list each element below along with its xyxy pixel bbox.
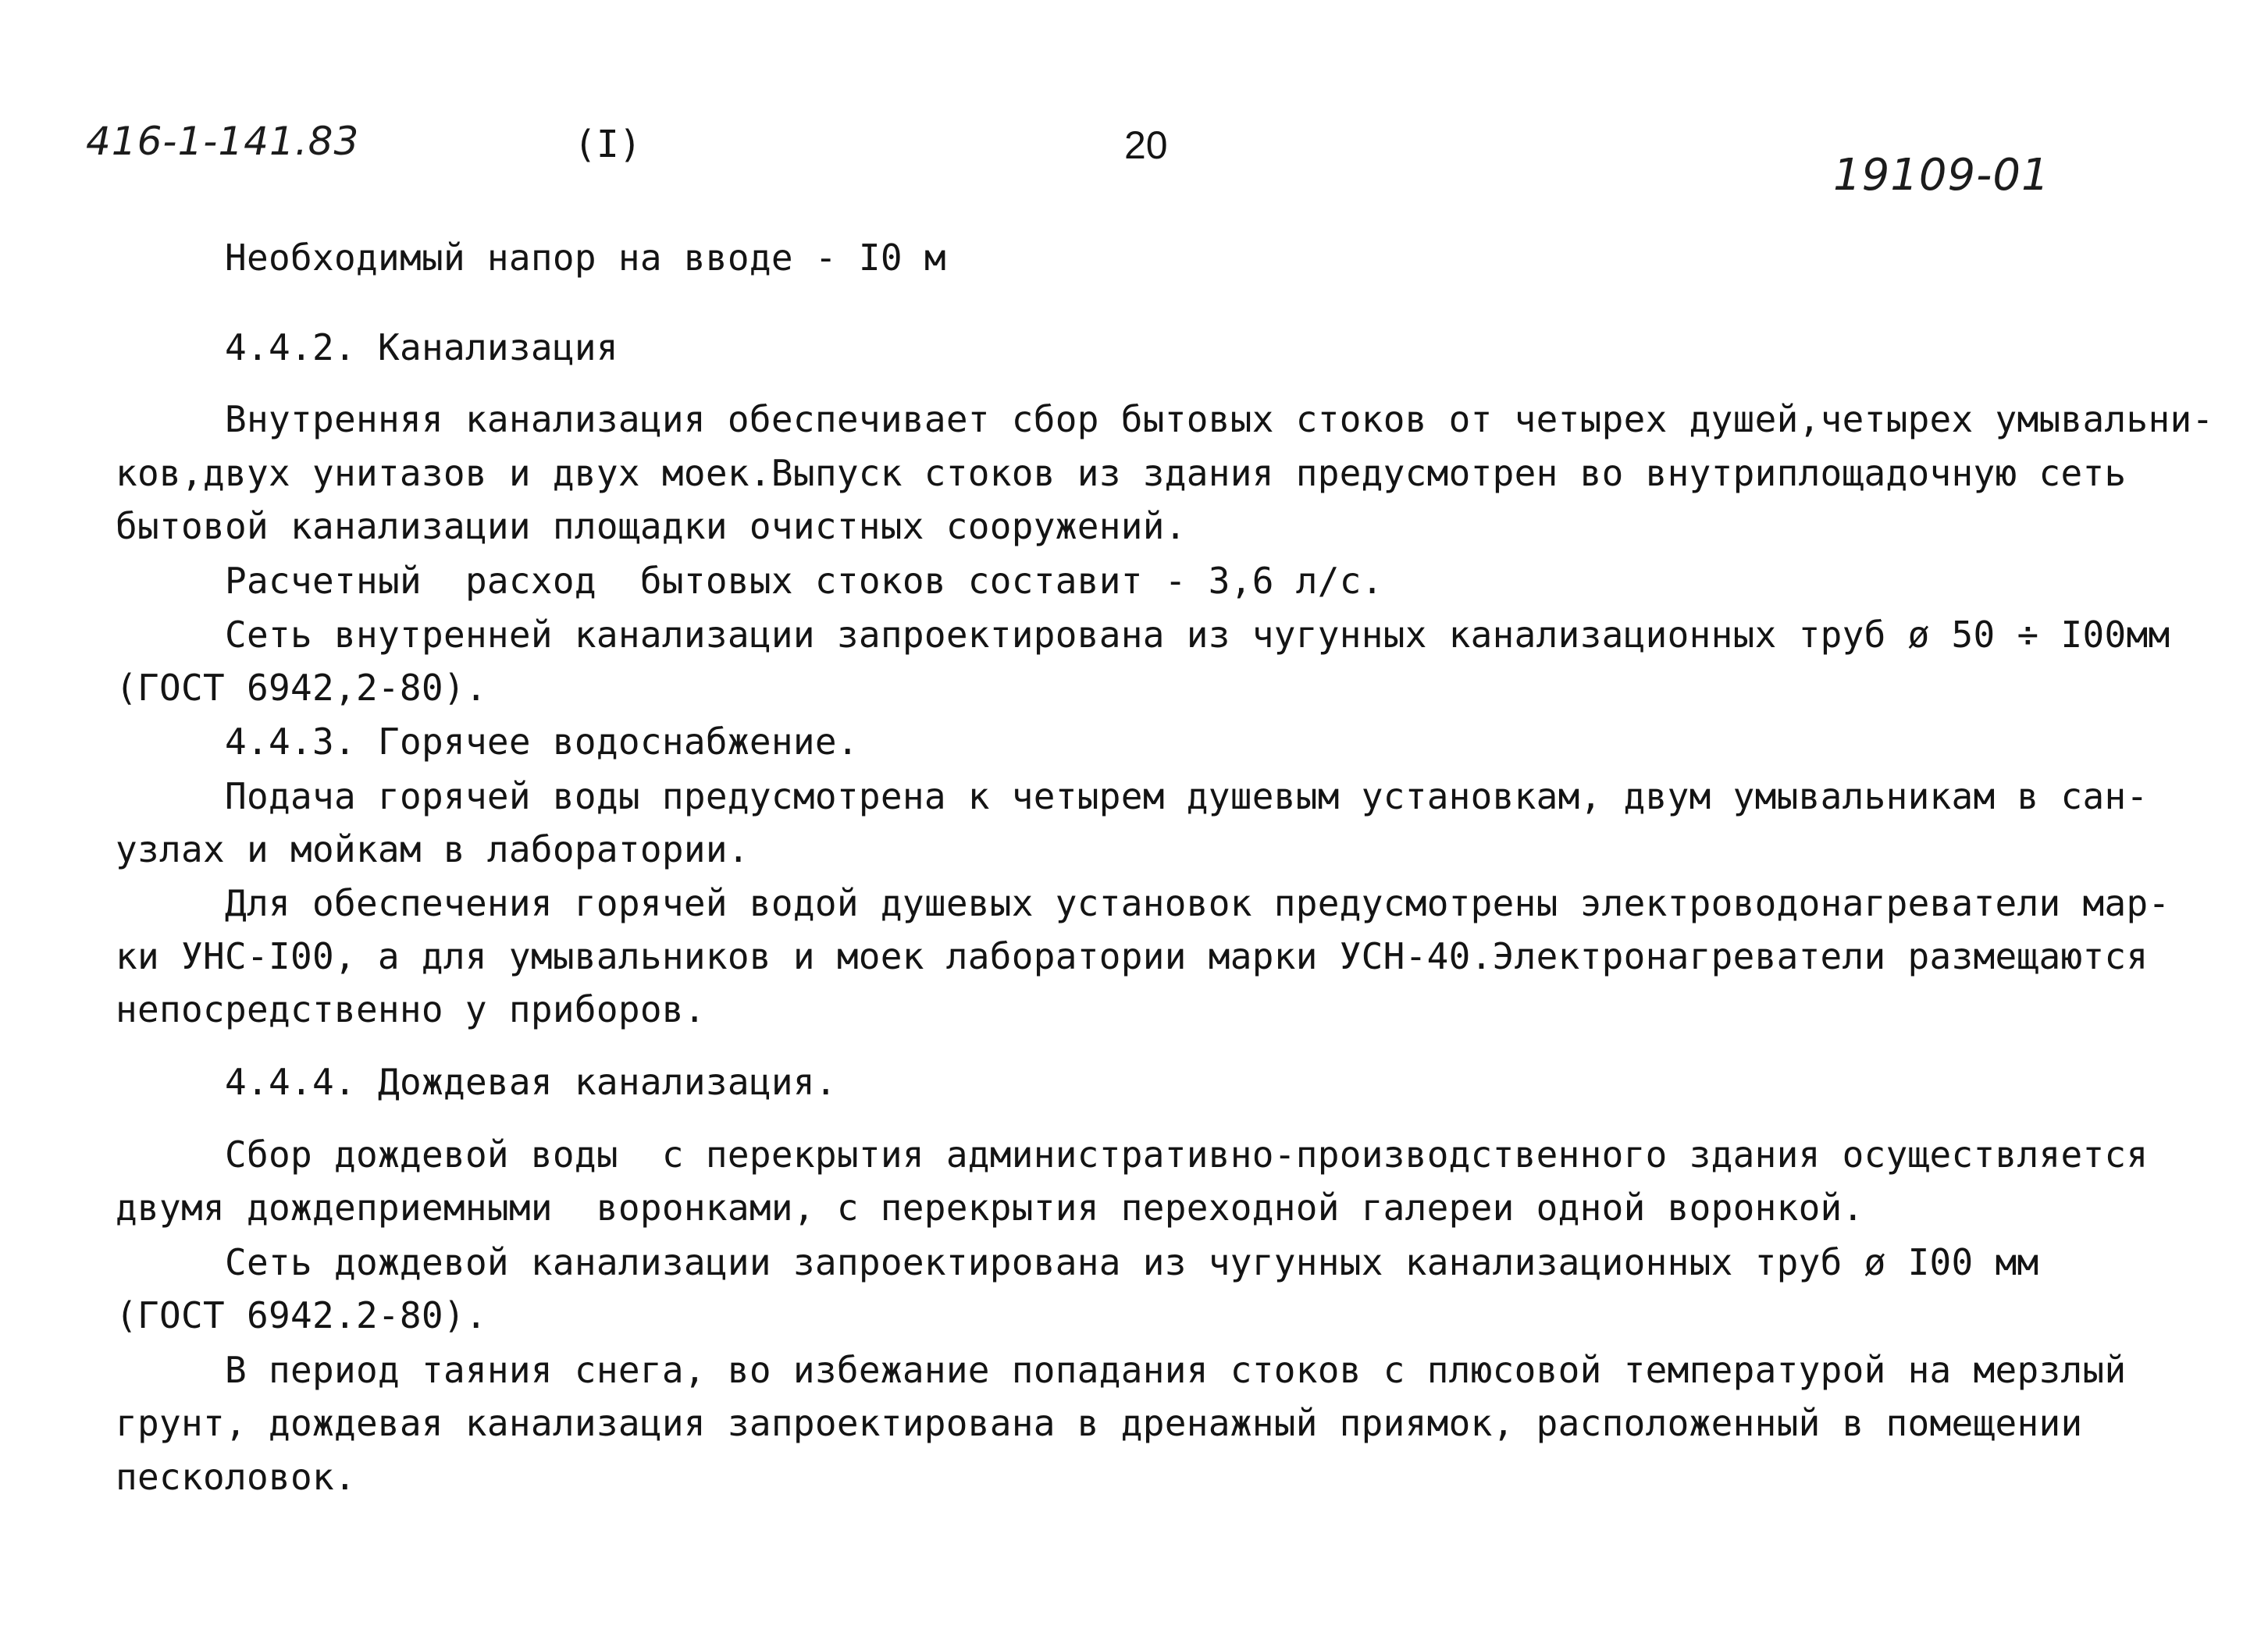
handwritten-inventory-number: 19109-01 — [1833, 150, 2050, 201]
pressure-requirement-line: Необходимый напор на вводе - I0 м — [225, 237, 946, 279]
paragraph-line: непосредственно у приборов. — [116, 988, 706, 1030]
paragraph-line: Расчетный расход бытовых стоков составит - 3,6 л/с. — [225, 560, 1383, 602]
paragraph-line: песколовок. — [116, 1456, 356, 1498]
paragraph-line: грунт, дождевая канализация запроектирована в дренажный приямок, расположенный в помещении — [116, 1402, 2083, 1444]
paragraph-line: двумя дождеприемными воронками, с перекрытия переходной галереи одной воронкой. — [116, 1187, 1864, 1229]
paragraph-line: узлах и мойкам в лаборатории. — [116, 828, 749, 870]
paragraph-line: Для обеспечения горячей водой душевых установок предусмотрены электроводонагреватели мар- — [225, 882, 2170, 924]
page-number: 20 — [1124, 123, 1168, 167]
section-heading-storm-sewer: 4.4.4. Дождевая канализация. — [225, 1061, 837, 1103]
section-heading-hot-water: 4.4.3. Горячее водоснабжение. — [225, 721, 859, 763]
paragraph-line: ков,двух унитазов и двух моек.Выпуск стоков из здания предусмотрен во внутриплощадочную сеть — [116, 452, 2127, 494]
paragraph-line: бытовой канализации площадки очистных сооружений. — [116, 505, 1187, 547]
paragraph-line: (ГОСТ 6942,2-80). — [116, 667, 487, 709]
paragraph-line: Внутренняя канализация обеспечивает сбор бытовых стоков от четырех душей,четырех умывальни- — [225, 398, 2214, 440]
paragraph-line: Подача горячей воды предусмотрена к четырем душевым установкам, двум умывальникам в сан- — [225, 775, 2149, 817]
handwritten-doc-code: 416-1-141.83 — [86, 119, 360, 164]
paragraph-line: В период таяния снега, во избежание попадания стоков с плюсовой температурой на мерзлый — [225, 1349, 2127, 1391]
paragraph-line: Сбор дождевой воды с перекрытия административно-производственного здания осуществляется — [225, 1133, 2149, 1176]
paragraph-line: ки УНС-I00, а для умывальников и моек лаборатории марки УСН-40.Электронагреватели размещаются — [116, 935, 2149, 977]
section-heading-sewerage: 4.4.2. Канализация — [225, 326, 618, 368]
paragraph-line: Сеть дождевой канализации запроектирована из чугунных канализационных труб ø I00 мм — [225, 1241, 2039, 1283]
paragraph-line: (ГОСТ 6942.2-80). — [116, 1294, 487, 1336]
paragraph-line: Сеть внутренней канализации запроектирована из чугунных канализационных труб ø 50 ÷ I00мм — [225, 614, 2170, 656]
album-mark: (I) — [574, 123, 642, 166]
